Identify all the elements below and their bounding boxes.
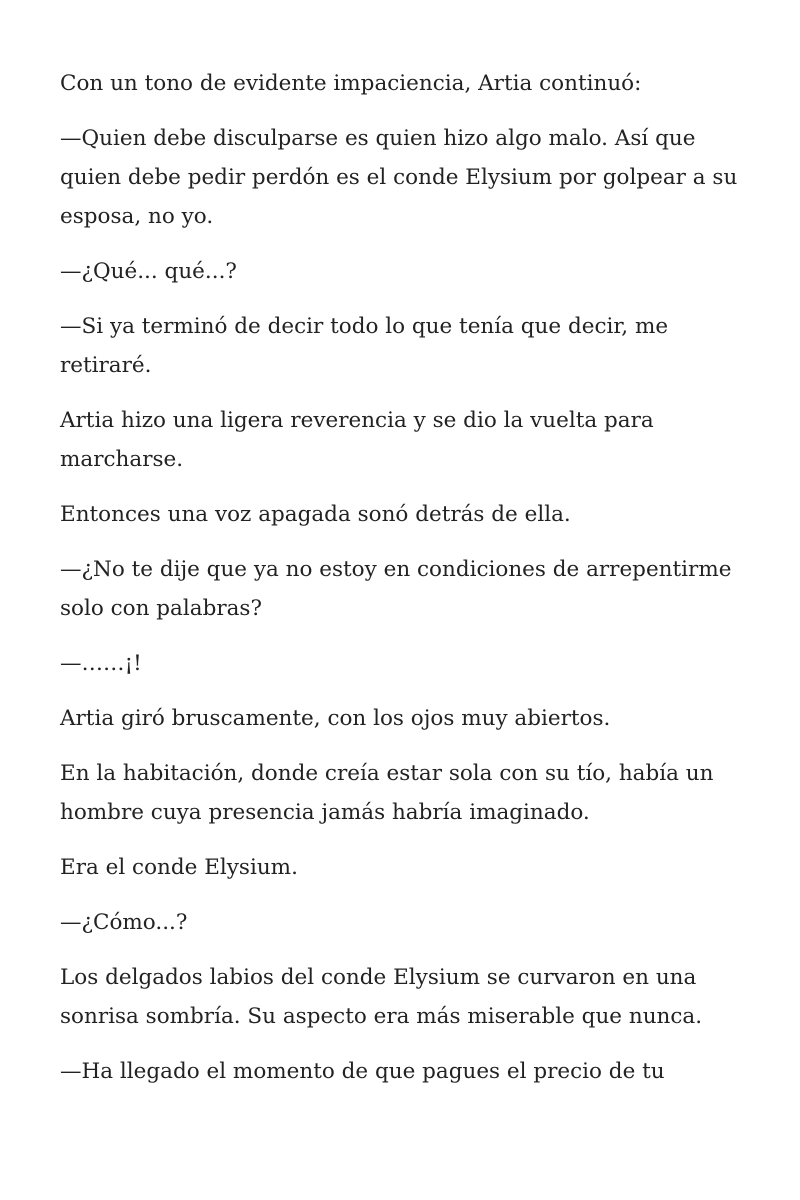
- paragraph: —¿Qué... qué...?: [60, 259, 237, 284]
- text-body: [60, 64, 740, 1091]
- paragraph: Con un tono de evidente impaciencia, Artia continuó:: [60, 71, 642, 96]
- paragraph: Artia giró bruscamente, con los ojos muy abiertos.: [60, 706, 611, 731]
- paragraph: Los delgados labios del conde Elysium se curvaron en una sonrisa sombría. Su aspecto era más miserable que nunca.: [60, 965, 703, 1029]
- paragraph: —Quien debe disculparse es quien hizo algo malo. Así que quien debe pedir perdón es el conde Elysium por golpear a su esposa, no yo.: [60, 126, 738, 229]
- paragraph: —¿No te dije que ya no estoy en condiciones de arrepentirme solo con palabras?: [60, 557, 732, 621]
- paragraph: —……¡!: [60, 651, 142, 676]
- paragraph: En la habitación, donde creía estar sola con su tío, había un hombre cuya presencia jamás habría imaginado.: [60, 761, 714, 825]
- paragraph: —¿Cómo...?: [60, 910, 188, 935]
- paragraph: Artia hizo una ligera reverencia y se dio la vuelta para marcharse.: [60, 408, 654, 472]
- paragraph: —Ha llegado el momento de que pagues el precio de tu: [60, 1059, 665, 1084]
- paragraph: Entonces una voz apagada sonó detrás de ella.: [60, 502, 571, 527]
- paragraph: Era el conde Elysium.: [60, 855, 298, 880]
- paragraph: —Si ya terminó de decir todo lo que tenía que decir, me retiraré.: [60, 314, 669, 378]
